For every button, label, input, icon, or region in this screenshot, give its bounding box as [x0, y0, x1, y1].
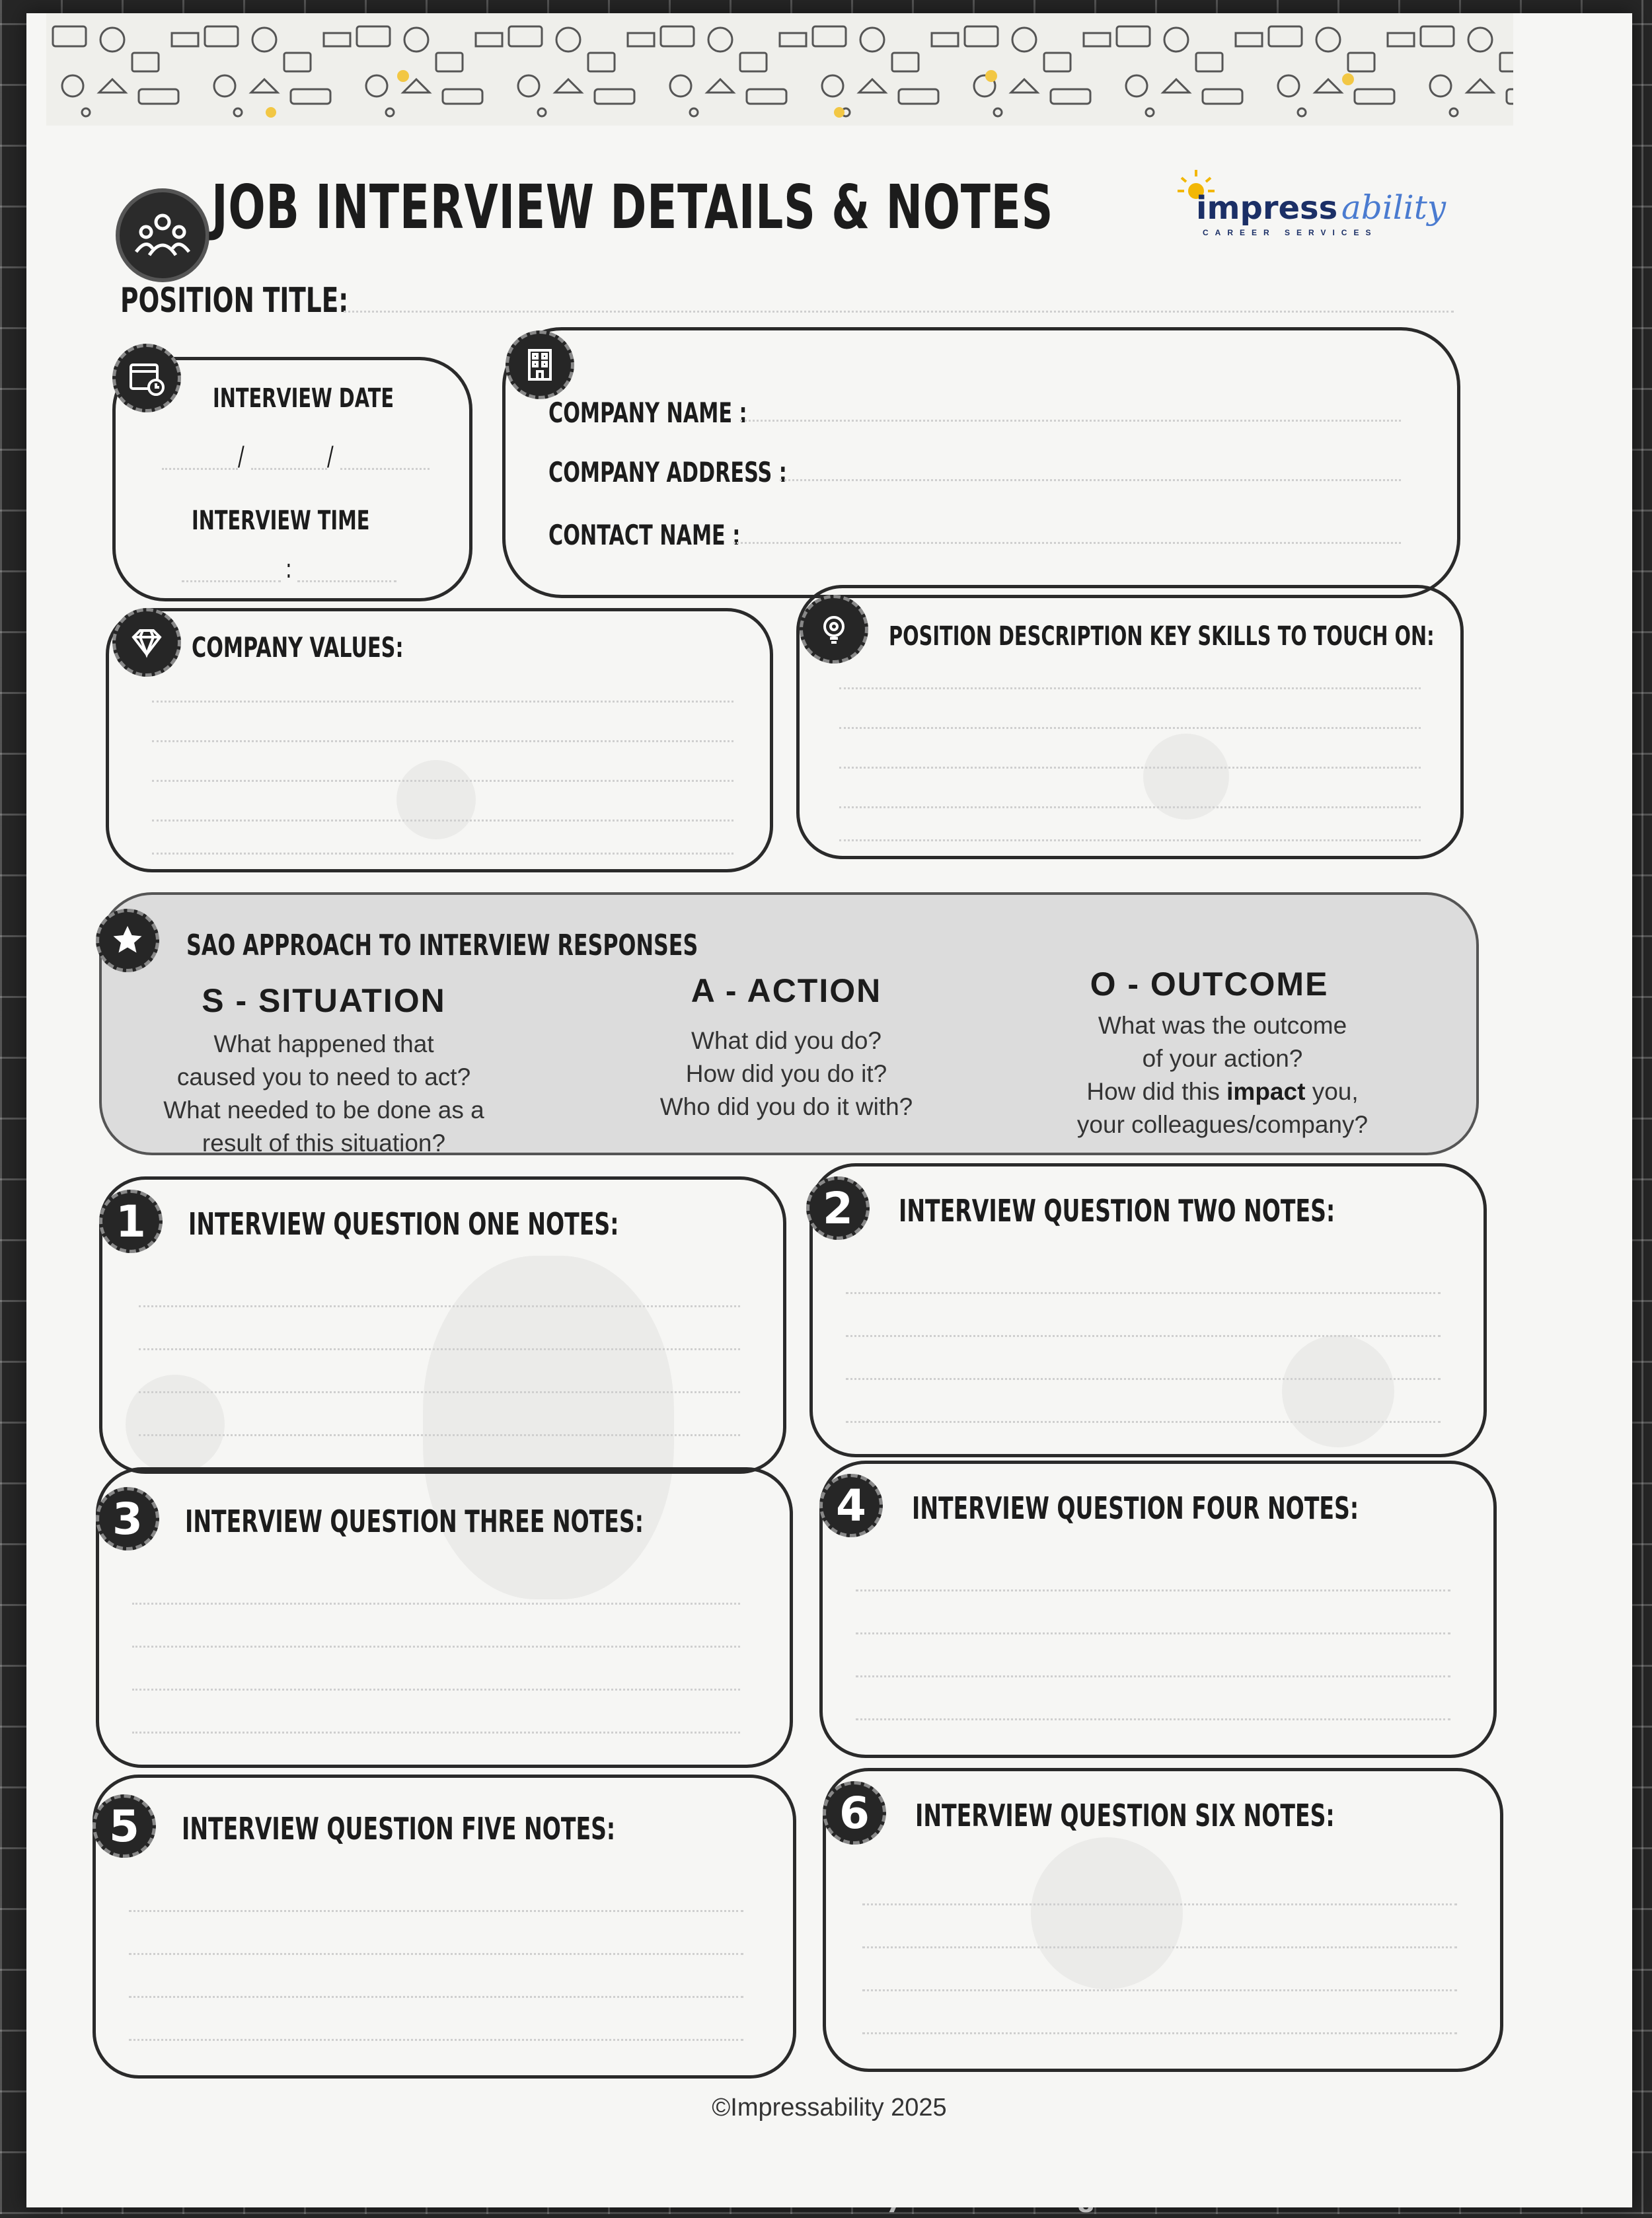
notes-line[interactable]	[862, 2032, 1457, 2034]
sao-outcome-heading: O - OUTCOME	[1090, 966, 1329, 1003]
team-meeting-icon	[116, 188, 209, 282]
logo-tagline: CAREER SERVICES	[1203, 228, 1378, 237]
notes-line[interactable]	[139, 1348, 740, 1350]
notes-line[interactable]	[862, 1946, 1457, 1948]
number-badge: 5	[93, 1794, 156, 1858]
date-year-line[interactable]	[340, 468, 430, 470]
sao-outcome-text: What was the outcome of your action? How did this impact you, your colleagues/company?	[1076, 1012, 1369, 1138]
notes-line[interactable]	[856, 1589, 1450, 1591]
notes-line[interactable]	[839, 839, 1421, 841]
notes-line[interactable]	[152, 780, 733, 782]
sao-title: SAO APPROACH TO INTERVIEW RESPONSES	[186, 929, 698, 962]
question-three-label: INTERVIEW QUESTION THREE NOTES:	[185, 1504, 644, 1539]
question-six-label: INTERVIEW QUESTION SIX NOTES:	[915, 1798, 1335, 1833]
number-badge: 1	[99, 1190, 163, 1253]
notes-line[interactable]	[152, 740, 733, 742]
contact-name-line[interactable]	[733, 542, 1401, 544]
sao-action-text: What did you do? How did you do it? Who did you do it with?	[659, 1027, 913, 1120]
notes-line[interactable]	[839, 767, 1421, 769]
time-minute-line[interactable]	[297, 580, 396, 582]
company-name-label: COMPANY NAME :	[548, 397, 747, 429]
interview-date-label: INTERVIEW DATE	[213, 383, 394, 414]
position-title-line[interactable]	[344, 311, 1454, 313]
star-icon	[96, 909, 159, 972]
interview-time-label: INTERVIEW TIME	[192, 506, 370, 536]
notes-line[interactable]	[856, 1632, 1450, 1634]
calendar-clock-icon	[112, 344, 181, 412]
company-values-label: COMPANY VALUES:	[192, 631, 404, 664]
notes-line[interactable]	[132, 1603, 740, 1605]
impressability-logo	[1176, 169, 1467, 248]
building-icon	[506, 330, 574, 399]
number-badge: 2	[806, 1176, 870, 1240]
notes-line[interactable]	[839, 806, 1421, 808]
notes-line[interactable]	[139, 1305, 740, 1307]
date-separator: /	[327, 441, 334, 472]
number-badge: 4	[819, 1474, 883, 1537]
question-four-label: INTERVIEW QUESTION FOUR NOTES:	[912, 1490, 1359, 1526]
sao-situation-heading: S - SITUATION	[202, 982, 446, 1019]
date-separator: /	[238, 441, 244, 472]
notes-line[interactable]	[862, 1903, 1457, 1905]
notes-line[interactable]	[139, 1434, 740, 1436]
worksheet-paper	[26, 13, 1632, 2207]
copyright-footer: ©Impressability 2025	[712, 2094, 947, 2122]
company-address-label: COMPANY ADDRESS :	[548, 456, 787, 488]
notes-line[interactable]	[129, 1910, 743, 1912]
notes-line[interactable]	[856, 1718, 1450, 1720]
time-separator: :	[285, 554, 292, 584]
key-skills-label: POSITION DESCRIPTION KEY SKILLS TO TOUCH ON:	[889, 621, 1435, 652]
diamond-icon	[112, 608, 181, 677]
sao-action-heading: A - ACTION	[691, 972, 882, 1009]
notes-line[interactable]	[152, 820, 733, 822]
question-two-label: INTERVIEW QUESTION TWO NOTES:	[899, 1193, 1335, 1229]
lightbulb-gear-icon	[800, 595, 868, 664]
notes-line[interactable]	[862, 1989, 1457, 1991]
date-month-line[interactable]	[162, 468, 238, 470]
notes-line[interactable]	[846, 1292, 1441, 1294]
notes-line[interactable]	[129, 1996, 743, 1998]
logo-wordmark-script: ability	[1341, 188, 1446, 227]
company-name-line[interactable]	[740, 420, 1401, 422]
notes-line[interactable]	[846, 1421, 1441, 1423]
notes-line[interactable]	[846, 1378, 1441, 1380]
notes-line[interactable]	[129, 1953, 743, 1955]
question-one-label: INTERVIEW QUESTION ONE NOTES:	[188, 1206, 619, 1242]
number-badge: 6	[823, 1781, 886, 1845]
number-badge: 3	[96, 1487, 159, 1550]
question-five-label: INTERVIEW QUESTION FIVE NOTES:	[182, 1811, 616, 1847]
notes-line[interactable]	[856, 1675, 1450, 1677]
date-day-line[interactable]	[251, 468, 327, 470]
contact-name-label: CONTACT NAME :	[548, 519, 741, 551]
page-title: JOB INTERVIEW DETAILS & NOTES	[211, 172, 1054, 243]
time-hour-line[interactable]	[182, 580, 281, 582]
notes-line[interactable]	[139, 1391, 740, 1393]
sao-situation-text: What happened that caused you to need to act? What needed to be done as a result of this situation?	[163, 1030, 484, 1157]
notes-line[interactable]	[839, 687, 1421, 689]
company-address-line[interactable]	[780, 479, 1401, 481]
notes-line[interactable]	[152, 701, 733, 703]
notes-line[interactable]	[132, 1689, 740, 1691]
notes-line[interactable]	[132, 1732, 740, 1734]
notes-line[interactable]	[129, 2039, 743, 2041]
notes-line[interactable]	[132, 1646, 740, 1648]
notes-line[interactable]	[839, 727, 1421, 729]
notes-line[interactable]	[846, 1335, 1441, 1337]
notes-line[interactable]	[152, 853, 733, 855]
position-title-label: POSITION TITLE:	[120, 281, 349, 321]
logo-wordmark-bold: impress	[1196, 190, 1338, 227]
